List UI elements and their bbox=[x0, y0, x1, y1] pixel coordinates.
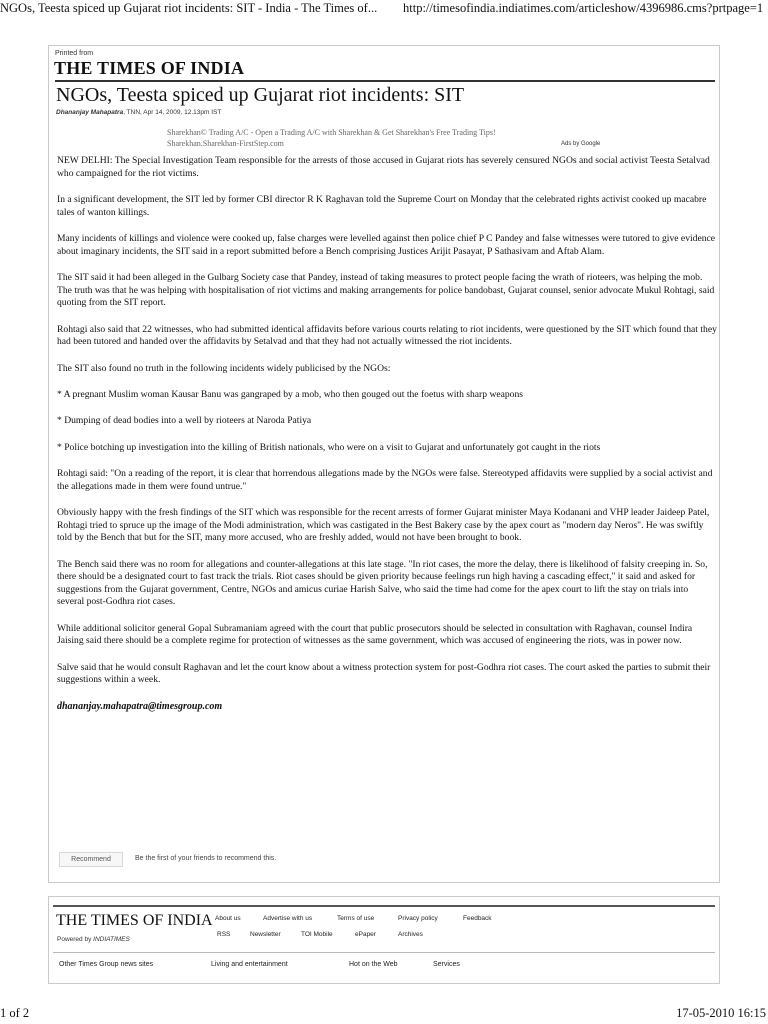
site-footer bbox=[48, 896, 720, 984]
powered-by-label bbox=[57, 936, 130, 943]
article-paragraph: Obviously happy with the fresh findings of the SIT which was responsible for the recent arrests of former Gujarat minister Maya Kodanani and VHP leader Jaideep Patel, Rohtagi tried to spruce up the image of the Modi administration, which was castigated in the Best Bakery case by the apex court as "modern day Neros". He was swiftly told by the Bench that but for the SIT, many more accused, who are freshly added, would not have been brought to book. bbox=[57, 507, 710, 544]
article-paragraph: The SIT said it had been alleged in the Gulbarg Society case that Pandey, instead of taking measures to protect people facing the wrath of rioteers, was helping the mob. The truth was that he was helping with hospitalisation of riot victims and making arrangements for police bandobast, Gujarat counsel, senior advocate Mukul Rohtagi, said quoting from the SIT report. bbox=[57, 271, 715, 309]
sponsored-ad-headline[interactable]: Sharekhan© Trading A/C - Open a Trading A/C with Sharekhan & Get Sharekhan's Free Trading Tips! bbox=[167, 128, 496, 137]
masthead-logo: THE TIMES OF INDIA bbox=[54, 58, 245, 78]
byline-author: Dhananjay Mahapatra bbox=[56, 109, 124, 116]
article-paragraph: Salve said that he would consult Raghavan and let the court know about a witness protection system for post-Godhra riot cases. The court asked the parties to submit their suggestions within a week. bbox=[57, 661, 711, 686]
powered-by-brand: INDIATIMES bbox=[93, 936, 130, 943]
footer-divider-lower bbox=[53, 952, 715, 953]
footer-link-privacy[interactable]: Privacy policy bbox=[398, 915, 438, 922]
footer-link-archives[interactable]: Archives bbox=[398, 931, 423, 938]
sponsored-ad-url[interactable]: Sharekhan.Sharekhan-FirstStep.com bbox=[167, 139, 284, 148]
footer-link-about-us[interactable]: About us bbox=[215, 915, 241, 922]
footer-link-epaper[interactable]: ePaper bbox=[355, 931, 376, 938]
article-bullet: * Dumping of dead bodies into a well by rioteers at Naroda Patiya bbox=[57, 415, 312, 427]
print-page-title: NGOs, Teesta spiced up Gujarat riot incidents: SIT - India - The Times of... bbox=[0, 1, 378, 15]
article-headline: NGOs, Teesta spiced up Gujarat riot incidents: SIT bbox=[56, 84, 465, 106]
byline-dateline: , TNN, Apr 14, 2009, 12.13pm IST bbox=[123, 109, 222, 116]
article-paragraph: NEW DELHI: The Special Investigation Team responsible for the arrests of those accused in Gujarat riots has severely censured NGOs and social activist Teesta Setalvad who campaigned for the riot victims. bbox=[57, 155, 710, 179]
article-byline bbox=[56, 109, 221, 116]
footer-link-feedback[interactable]: Feedback bbox=[463, 915, 492, 922]
footer-section-hot-on-web[interactable]: Hot on the Web bbox=[349, 961, 398, 968]
article-paragraph: In a significant development, the SIT led by former CBI director R K Raghavan told the Supreme Court on Monday that the celebrated rights activist cooked up macabre tales of wanton killings. bbox=[57, 193, 707, 218]
print-page-count: 1 of 2 bbox=[0, 1006, 30, 1020]
powered-by-prefix: Powered by bbox=[57, 936, 94, 943]
print-date: 17-05-2010 16:15 bbox=[676, 1006, 766, 1020]
article-paragraph: Many incidents of killings and violence were cooked up, false charges were levelled against then police chief P C Pandey and false witnesses were tutored to give evidence about imaginary incidents, the SIT said in a report submitted before a Bench comprising Justices Arijit Pasayat, P Sathasivam and Aftab Alam. bbox=[57, 232, 716, 257]
article-paragraph: Rohtagi also said that 22 witnesses, who had submitted identical affidavits before various courts relating to riot incidents, were questioned by the SIT which found that they had been tutored and handed over the affidavits by Setalvad and that they had not actually witnessed the riot incidents. bbox=[57, 323, 717, 348]
article-paragraph: Rohtagi said: "On a reading of the report, it is clear that horrendous allegations made by the NGOs were false. Stereotyped affidavits were supplied by a social activist and the allegations made in them were found untrue." bbox=[57, 468, 713, 492]
printed-from-label: Printed from bbox=[55, 50, 94, 57]
footer-link-terms[interactable]: Terms of use bbox=[337, 915, 375, 922]
footer-section-other-sites[interactable]: Other Times Group news sites bbox=[59, 961, 154, 968]
footer-link-toi-mobile[interactable]: TOI Mobile bbox=[301, 931, 333, 938]
article-body bbox=[57, 155, 717, 727]
sponsored-ad[interactable] bbox=[167, 127, 627, 149]
print-header bbox=[0, 0, 768, 18]
footer-section-services[interactable]: Services bbox=[433, 961, 460, 968]
recommend-row bbox=[57, 852, 657, 868]
recommend-button[interactable]: Recommend bbox=[59, 852, 123, 867]
footer-logo: THE TIMES OF INDIA bbox=[56, 912, 213, 929]
footer-section-living[interactable]: Living and entertainment bbox=[211, 961, 288, 968]
article-paragraph: The Bench said there was no room for allegations and counter-allegations at this late stage. "In riot cases, the more the delay, there is likelihood of falsity creeping in. So, there should be a designated court to fast track the trials. Riot cases should be given priority because feelings run high having a cascading effect," it said and asked for suggestions from the Gujarat government, Centre, NGOs and amicus curiae Harish Salve, who said the time had come for the apex court to lift the stay on trials into several post-Godhra riot cases. bbox=[57, 558, 708, 608]
author-email[interactable]: dhananjay.mahapatra@timesgroup.com bbox=[57, 700, 223, 712]
footer-link-advertise[interactable]: Advertise with us bbox=[263, 915, 313, 922]
print-footer bbox=[0, 1004, 768, 1022]
article-container bbox=[48, 45, 720, 883]
masthead-divider bbox=[55, 80, 715, 82]
print-page-url: http://timesofindia.indiatimes.com/articleshow/4396986.cms?prtpage=1 bbox=[403, 1, 764, 15]
footer-link-rss[interactable]: RSS bbox=[217, 931, 231, 938]
footer-divider bbox=[53, 905, 715, 907]
ads-by-google-label[interactable]: Ads by Google bbox=[561, 141, 601, 147]
footer-link-newsletter[interactable]: Newsletter bbox=[250, 931, 281, 938]
article-paragraph: While additional solicitor general Gopal Subramaniam agreed with the court that public prosecutors should be selected in consultation with Raghavan, counsel Indira Jaising said there should be a complete regime for protection of witnesses as the same government, which was accused of engineering the riots, was in power now. bbox=[57, 622, 693, 647]
recommend-prompt: Be the first of your friends to recommend this. bbox=[135, 855, 277, 862]
article-bullet: * Police botching up investigation into the killing of British nationals, who were on a visit to Gujarat and unfortunately got caught in the riots bbox=[57, 441, 601, 453]
article-bullet: * A pregnant Muslim woman Kausar Banu was gangraped by a mob, who then gouged out the foetus with sharp weapons bbox=[57, 388, 524, 400]
article-paragraph: The SIT also found no truth in the following incidents widely publicised by the NGOs: bbox=[57, 362, 391, 374]
